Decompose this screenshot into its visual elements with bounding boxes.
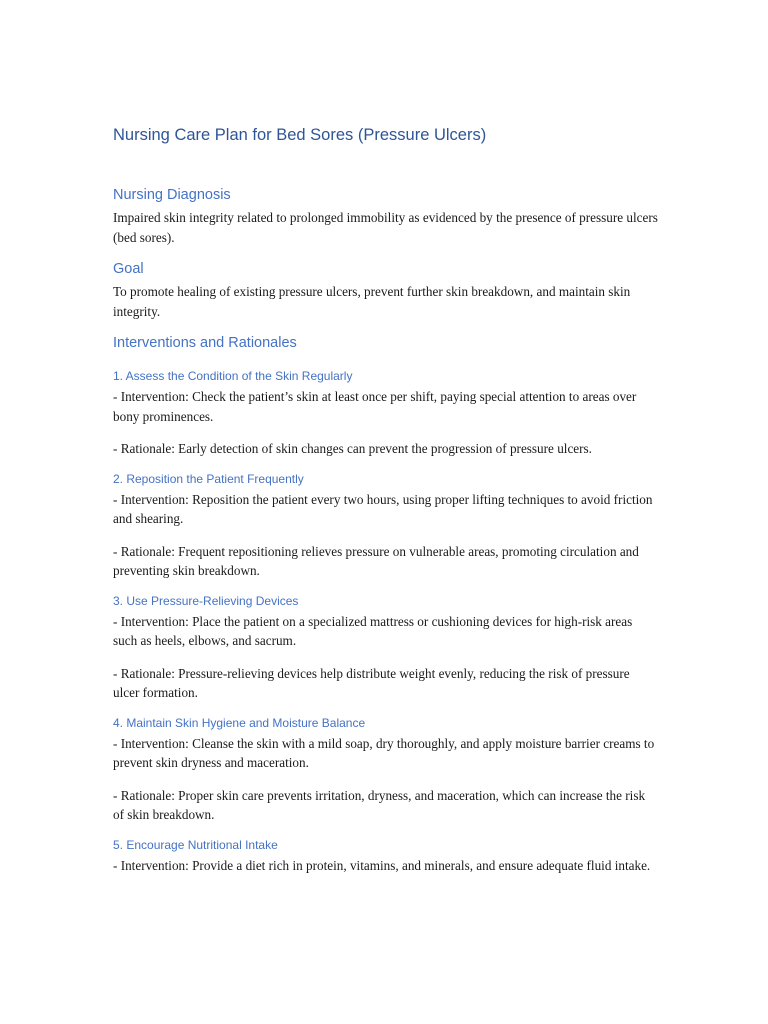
item-rationale: - Rationale: Pressure-relieving devices help distribute weight evenly, reducing the risk of pressure ulcer formation. bbox=[113, 665, 630, 700]
item-intervention: - Intervention: Provide a diet rich in protein, vitamins, and minerals, and ensure adequate fluid intake. bbox=[113, 857, 651, 873]
item-intervention: - Intervention: Cleanse the skin with a mild soap, dry thoroughly, and apply moisture barrier creams to prevent skin dryness and maceration. bbox=[113, 735, 655, 770]
goal-text: To promote healing of existing pressure ulcers, prevent further skin breakdown, and maintain skin integrity. bbox=[113, 284, 631, 319]
interventions-heading: Interventions and Rationales bbox=[113, 335, 297, 351]
intervention-item bbox=[113, 470, 658, 592]
item-rationale: - Rationale: Proper skin care prevents irritation, dryness, and maceration, which can increase the risk of skin breakdown. bbox=[113, 787, 646, 822]
item-heading: 1. Assess the Condition of the Skin Regularly bbox=[113, 369, 353, 383]
item-intervention: - Intervention: Check the patient’s skin at least once per shift, paying special attention to areas over bony prominences. bbox=[113, 389, 637, 424]
goal-heading: Goal bbox=[113, 261, 144, 277]
item-intervention: - Intervention: Reposition the patient every two hours, using proper lifting techniques to avoid friction and shearing. bbox=[113, 491, 653, 526]
diagnosis-text: Impaired skin integrity related to prolonged immobility as evidenced by the presence of pressure ulcers (bed sores). bbox=[113, 210, 658, 245]
document-title: Nursing Care Plan for Bed Sores (Pressure Ulcers) bbox=[113, 126, 487, 144]
document-page bbox=[113, 124, 658, 875]
diagnosis-heading: Nursing Diagnosis bbox=[113, 187, 231, 203]
intervention-item bbox=[113, 367, 658, 470]
item-rationale: - Rationale: Early detection of skin changes can prevent the progression of pressure ulcers. bbox=[113, 441, 592, 456]
item-heading: 3. Use Pressure-Relieving Devices bbox=[113, 593, 299, 608]
item-intervention: - Intervention: Place the patient on a specialized mattress or cushioning devices for high-risk areas such as heels, elbows, and sacrum. bbox=[113, 613, 633, 648]
item-rationale: - Rationale: Frequent repositioning relieves pressure on vulnerable areas, promoting circulation and preventing skin breakdown. bbox=[113, 543, 639, 578]
intervention-item bbox=[113, 836, 658, 876]
item-heading: 4. Maintain Skin Hygiene and Moisture Balance bbox=[113, 715, 366, 730]
intervention-item bbox=[113, 592, 658, 714]
item-heading: 2. Reposition the Patient Frequently bbox=[113, 471, 304, 486]
intervention-item bbox=[113, 714, 658, 836]
item-heading: 5. Encourage Nutritional Intake bbox=[113, 837, 278, 852]
